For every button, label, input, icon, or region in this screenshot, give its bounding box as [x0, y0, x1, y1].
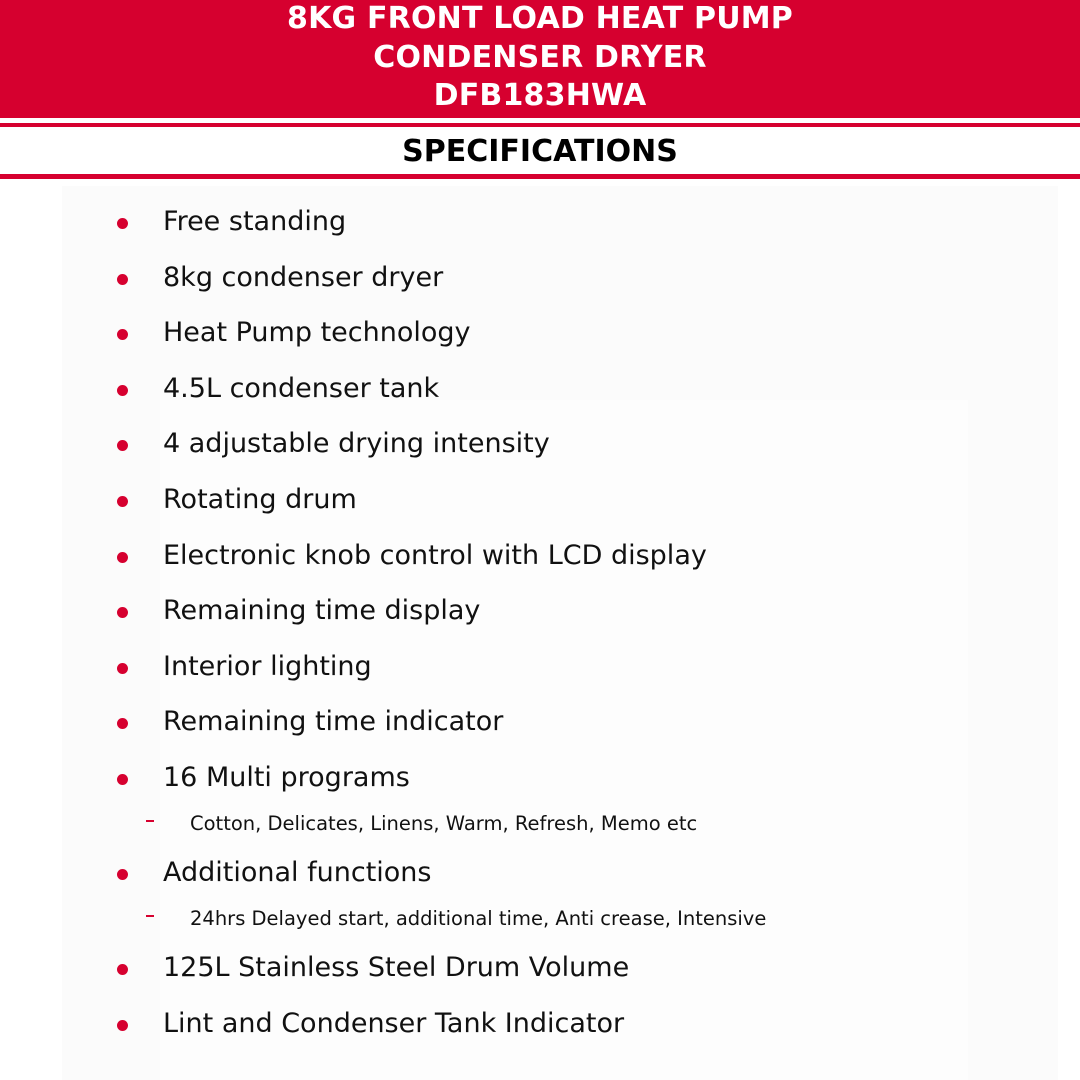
bullet-icon — [117, 718, 128, 729]
bullet-icon — [117, 218, 128, 229]
bullet-icon — [117, 869, 128, 880]
bullet-icon — [117, 385, 128, 396]
list-item-text: 8kg condenser dryer — [163, 262, 444, 293]
bullet-icon — [117, 663, 128, 674]
bullet-icon — [117, 964, 128, 975]
list-item-text: Electronic knob control with LCD display — [163, 540, 707, 571]
list-item-text: Interior lighting — [163, 651, 372, 682]
specifications-heading: SPECIFICATIONS — [402, 134, 678, 169]
list-item-text: Rotating drum — [163, 484, 357, 515]
bullet-icon — [117, 774, 128, 785]
bullet-icon — [117, 274, 128, 285]
header-banner — [0, 0, 1080, 118]
bullet-icon — [117, 552, 128, 563]
sub-list-item-text: 24hrs Delayed start, additional time, Anti crease, Intensive — [190, 907, 767, 930]
header-divider-bottom — [0, 174, 1080, 179]
list-item-text: 4 adjustable drying intensity — [163, 428, 550, 459]
product-title-line-1: 8KG FRONT LOAD HEAT PUMP — [287, 1, 793, 36]
bullet-icon — [117, 607, 128, 618]
dash-icon — [146, 915, 154, 917]
list-item-text: Remaining time display — [163, 595, 481, 626]
list-item-text: Free standing — [163, 206, 347, 237]
bullet-icon — [117, 496, 128, 507]
list-item-text: 4.5L condenser tank — [163, 373, 440, 404]
bullet-icon — [117, 329, 128, 340]
bullet-icon — [117, 1020, 128, 1031]
product-model: DFB183HWA — [433, 78, 647, 113]
list-item-text: 125L Stainless Steel Drum Volume — [163, 952, 630, 983]
list-item-text: Remaining time indicator — [163, 706, 504, 737]
product-title-line-2: CONDENSER DRYER — [373, 39, 707, 75]
header-divider-top — [0, 123, 1080, 127]
list-item-text: Lint and Condenser Tank Indicator — [163, 1008, 625, 1039]
bullet-icon — [117, 440, 128, 451]
dash-icon — [146, 820, 154, 822]
sub-list-item-text: Cotton, Delicates, Linens, Warm, Refresh, Memo etc — [190, 812, 698, 835]
list-item-text: Additional functions — [163, 857, 432, 888]
list-item-text: 16 Multi programs — [163, 762, 410, 793]
list-item-text: Heat Pump technology — [163, 317, 471, 348]
